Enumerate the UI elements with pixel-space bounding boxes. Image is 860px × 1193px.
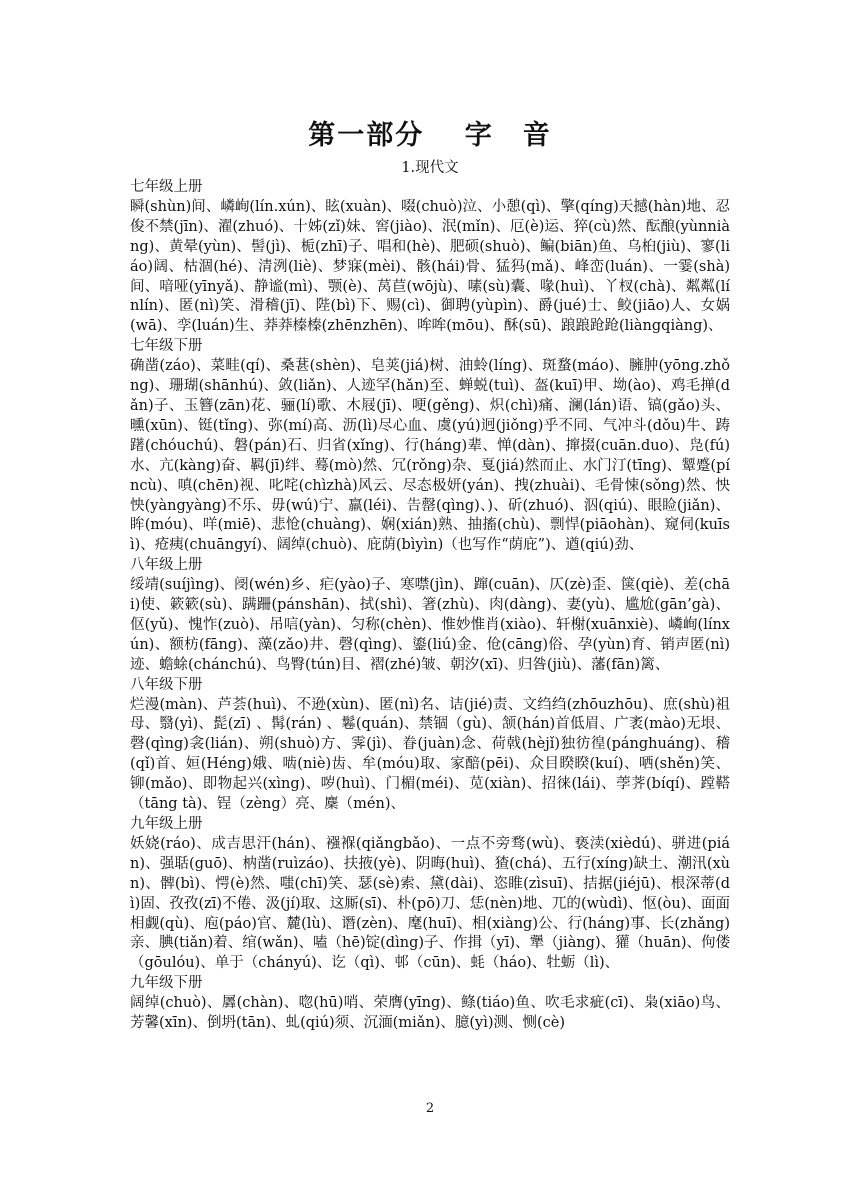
pronunciation-list: 阔绰(chuò)、羼(chàn)、唿(hū)哨、荣膺(yīng)、鲦(tiáo)鱼、吹毛求疵(cī)、枭(xiāo)鸟、芳馨(xīn)、倒坍(tān)、虬(qiú)须、沉湎(miǎn)、臆(yì)测、恻(cè) bbox=[130, 995, 730, 1032]
grade-heading: 九年级上册 bbox=[130, 816, 203, 832]
grade-heading: 九年级下册 bbox=[130, 975, 203, 992]
section-subtitle: 1.现代文 bbox=[401, 160, 459, 176]
pronunciation-list: 瞬(shùn)间、嶙峋(lín.xún)、眩(xuàn)、啜(chuò)泣、小憩(qì)、擎(qíng)天撼(hàn)地、忍俊不禁(jīn)、濯(zhuó)、十姊(zǐ)妹、窖(jiào)、泯(mǐn)、厄(è)运、猝(cù)然、酝酿(yùnniàng)、黄晕(yùn)、髻(jì)、栀(zhī)子、唱和(hè)、肥硕(shuò)、鳊(biān)鱼、乌桕(jiù)、寥(liáo)阔、枯涸(hé)、清洌(liè)、梦寐(mèi)、骸(hái)骨、猛犸(mǎ)、峰峦(luán)、一霎(shà)间、喑哑(yīnyǎ)、静谧(mì)、颚(è)、莴苣(wōjù)、嗉(sù)囊、喙(huì)、丫杈(chà)、粼粼(línlín)、匿(nì)笑、滑稽(jī)、陛(bì)下、赐(cì)、御聘(yùpìn)、爵(jué)士、鲛(jiāo)人、女娲(wā)、孪(luán)生、莽莽榛榛(zhēnzhēn)、哞哞(mōu)、酥(sū)、踉踉跄跄(liàngqiàng)、 bbox=[130, 198, 730, 335]
grade-heading: 七年级上册 bbox=[130, 179, 203, 195]
pronunciation-list: 烂漫(màn)、芦荟(huì)、不逊(xùn)、匿(nì)名、诘(jié)责、文绉绉(zhōuzhōu)、庶(shù)祖母、翳(yì)、髭(zī) 、髯(rán) 、鬈(quán)、禁锢（gù)、颔(hán)首低眉、广袤(mào)无垠、磬(qìng)衾(lián)、朔(shuò)方、霁(jì)、眷(juàn)念、荷戟(hèjǐ)独彷徨(pánghuáng)、稽(qǐ)首、姮(Héng)娥、啮(niè)齿、牟(móu)取、家醅(pēi)、众目睽睽(kuí)、哂(shěn)笑、铆(mǎo)、即物起兴(xìng)、哕(huì)、门楣(méi)、苋(xiàn)、招徕(lái)、荸荠(bíqí)、蹚鞳（tāng tà)、锃（zèng）亮、麇（mén)、 bbox=[130, 696, 730, 813]
pronunciation-list: 妖娆(ráo)、成吉思汗(hán)、襁褓(qiǎngbǎo)、一点不旁骛(wù)、亵渎(xièdú)、骈进(pián)、强聒(guō)、枘凿(ruìzáo)、扶掖(yè)、阴晦(huì)、猹(chá)、五行(xíng)缺土、潮汛(xùn)、髀(bì)、愕(è)然、嗤(chī)笑、瑟(sè)索、黛(dài)、恣睢(zìsuī)、拮据(jiéjū)、根深蒂(dì)固、孜孜(zī)不倦、汲(jí)取、这厮(sī)、朴(pō)刀、恁(nèn)地、兀的(wùdì)、怄(òu)、面面相觑(qù)、庖(páo)官、麓(lù)、谮(zèn)、麾(huī)、相(xiàng)公、行(háng)事、长(zhǎng)亲、腆(tiǎn)着、绾(wǎn)、嗑（hē)锭(dìng)子、作揖（yī)、犟（jiàng)、獾（huān)、佝偻（gōulóu)、单于（chányú)、讫（qì)、邨（cūn)、蚝（háo)、牡蛎（lì)、 bbox=[130, 835, 730, 972]
grade-heading: 八年级上册 bbox=[130, 557, 203, 574]
document-body bbox=[130, 178, 730, 1034]
grade-heading: 八年级下册 bbox=[130, 676, 203, 693]
grade-heading: 七年级下册 bbox=[130, 338, 203, 355]
page-number: 2 bbox=[425, 1101, 435, 1116]
pronunciation-list: 确凿(záo)、菜畦(qí)、桑葚(shèn)、皂荚(jiá)树、油蛉(líng)、斑蝥(máo)、臃肿(yōng.zhǒng)、珊瑚(shānhú)、敛(liǎn)、人迹罕(hǎn)至、蝉蜕(tuì)、盔(kuī)甲、坳(ào)、鸡毛掸(dǎn)子、玉簪(zān)花、骊(lí)歌、木屐(jī)、哽(gěng)、炽(chì)痛、澜(lán)语、镐(gǎo)头、曛(xūn)、铤(tǐng)、弥(mí)高、沥(lì)尽心血、虞(yú)迥(jiǒng)乎不同、气冲斗(dǒu)牛、踌躇(chóuchú)、磐(pán)石、归省(xǐng)、行(háng)辈、惮(dàn)、撺掇(cuān.duo)、凫(fú)水、亢(kàng)奋、羁(jī)绊、蓦(mò)然、冗(rǒng)杂、戛(jiá)然而止、水门汀(tīng)、颦蹙(píncù)、嗔(chēn)视、叱咤(chìzhà)风云、尽态极妍(yán)、拽(zhuài)、毛骨悚(sǒng)然、怏怏(yàngyàng)不乐、毋(wú)宁、羸(léi)、告罄(qìng)、)、斫(zhuó)、泅(qiú)、眼睑(jiǎn)、眸(móu)、咩(miē)、悲怆(chuàng)、娴(xián)熟、抽搐(chù)、剽悍(piāohàn)、窥伺(kuīsì)、疮痍(chuāngyí)、阔绰(chuò)、庇荫(bìyìn)（也写作“荫庇”)、遒(qiú)劲、 bbox=[130, 358, 731, 554]
pronunciation-list: 绥靖(suíjìng)、阌(wén)乡、疟(yào)子、寒噤(jìn)、蹿(cuān)、仄(zè)歪、箧(qiè)、差(chāi)使、簌簌(sù)、蹒跚(pánshān)、拭(shì)、箸(zhù)、肉(dàng)、妻(yù)、尴尬(gān’gà)、伛(yǔ)、愧怍(zuò)、吊唁(yàn)、匀称(chèn)、惟妙惟肖(xiào)、轩榭(xuānxiè)、嶙峋(línxún)、额枋(fāng)、藻(zǎo)井、磬(qìng)、鎏(liú)金、伧(cāng)俗、孕(yùn)育、销声匿(nì)迹、蟾蜍(chánchú)、鸟臀(tún)目、褶(zhé)皱、朝汐(xī)、归咎(jiù)、藩(fān)篱、 bbox=[130, 577, 730, 673]
page-title: 第一部分 字 音 bbox=[308, 120, 552, 151]
